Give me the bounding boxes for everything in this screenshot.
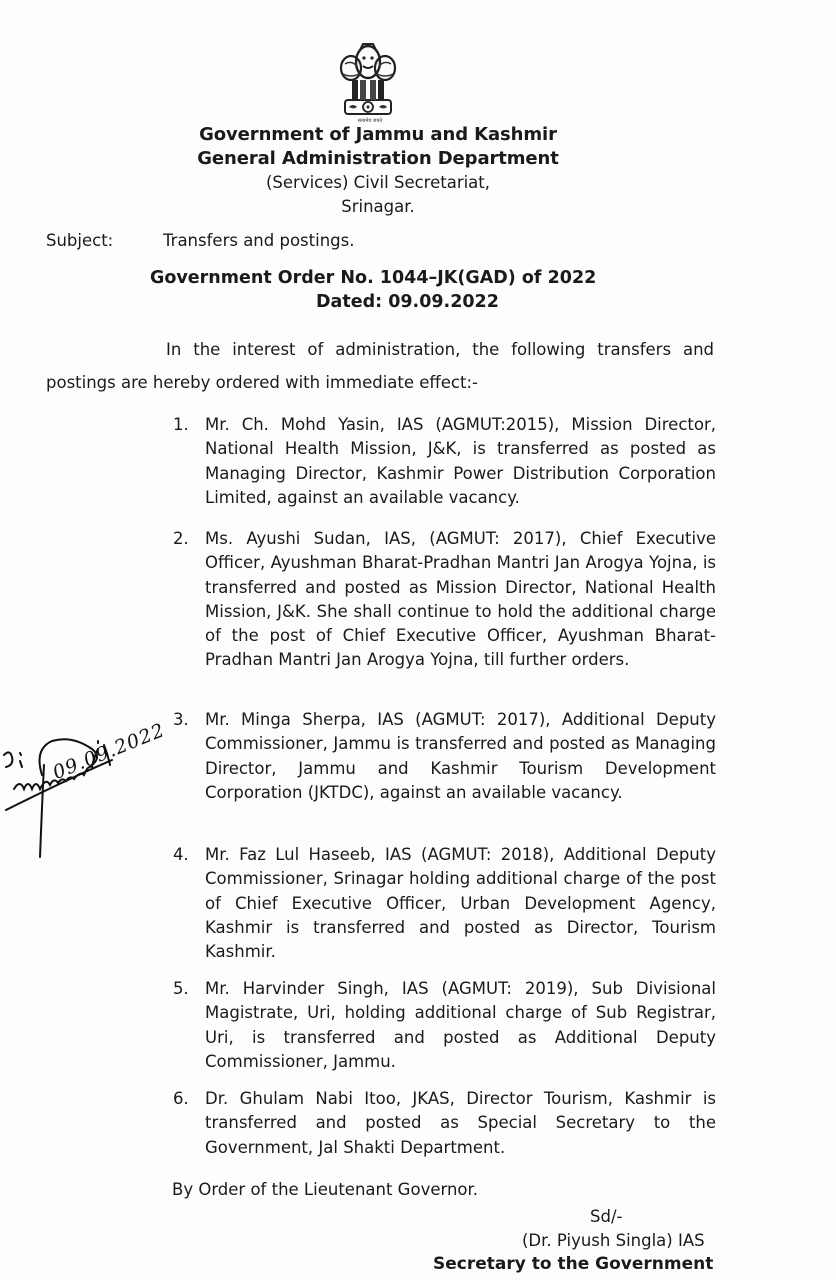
order-item <box>173 977 716 1074</box>
item-number: 5. <box>173 979 189 998</box>
item-number: 6. <box>173 1089 189 1108</box>
handwritten-date: 09.09.2022 <box>49 719 169 784</box>
item-text: Ms. Ayushi Sudan, IAS, (AGMUT: 2017), Chief Executive Officer, Ayushman Bharat-Pradhan Mantri Jan Arogya Yojna, is transferred and posted as Mission Director, National Health Mission, J&K. She shall continue to hold the additional charge of the post of Chief Executive Officer, Ayushman Bharat-Pradhan Mantri Jan Arogya Yojna, till further orders. <box>205 529 716 670</box>
intro-line-1: In the interest of administration, the following transfers and <box>166 340 714 359</box>
item-text: Mr. Minga Sherpa, IAS (AGMUT: 2017), Additional Deputy Commissioner, Jammu is transferred and posted as Managing Director, Jammu and Kashmir Tourism Development Corporation (JKTDC), against an available vacancy. <box>205 710 716 802</box>
item-number: 3. <box>173 710 189 729</box>
item-text: Mr. Faz Lul Haseeb, IAS (AGMUT: 2018), Additional Deputy Commissioner, Srinagar holding additional charge of the post of Chief Executive Officer, Urban Development Agency, Kashmir is transferred and posted as Director, Tourism Kashmir. <box>205 845 716 962</box>
department-name: General Administration Department <box>197 148 559 169</box>
order-number: Government Order No. 1044–JK(GAD) of 2022 <box>150 268 597 288</box>
office-location: Srinagar. <box>341 197 415 216</box>
item-text: Mr. Ch. Mohd Yasin, IAS (AGMUT:2015), Mission Director, National Health Mission, J&K, is transferred as posted as Managing Director, Kashmir Power Distribution Corporation Limited, against an available vacancy. <box>205 415 716 507</box>
subject-label: Subject: <box>46 231 114 250</box>
office-name: (Services) Civil Secretariat, <box>265 173 491 192</box>
national-emblem-icon <box>335 38 401 124</box>
order-item <box>173 527 716 673</box>
item-number: 1. <box>173 415 189 434</box>
subject-value: Transfers and postings. <box>163 231 355 250</box>
signatory-designation: Secretary to the Government <box>433 1254 714 1274</box>
item-text: Mr. Harvinder Singh, IAS (AGMUT: 2019), Sub Divisional Magistrate, Uri, holding additional charge of Sub Registrar, Uri, is transferred and posted as Additional Deputy Commissioner, Jammu. <box>205 979 716 1071</box>
order-item <box>173 843 716 964</box>
item-text: Dr. Ghulam Nabi Itoo, JKAS, Director Tourism, Kashmir is transferred and posted as Special Secretary to the Government, Jal Shakti Department. <box>205 1089 716 1157</box>
order-item <box>173 413 716 510</box>
item-number: 2. <box>173 529 189 548</box>
signed-mark: Sd/- <box>590 1207 623 1226</box>
by-order-line: By Order of the Lieutenant Governor. <box>172 1180 479 1199</box>
intro-line-2: postings are hereby ordered with immediate effect:- <box>46 373 478 392</box>
order-item <box>173 708 716 805</box>
emblem-motto: सत्यमेव जयते <box>357 118 383 124</box>
item-number: 4. <box>173 845 189 864</box>
order-date: Dated: 09.09.2022 <box>316 292 499 312</box>
order-item <box>173 1087 716 1160</box>
signatory-name: (Dr. Piyush Singla) IAS <box>522 1231 705 1250</box>
government-name: Government of Jammu and Kashmir <box>199 124 557 145</box>
